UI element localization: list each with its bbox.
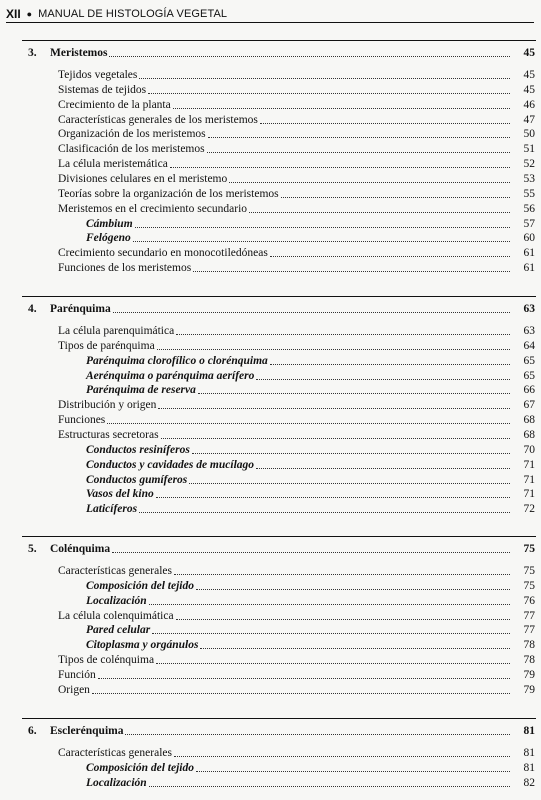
- chapter-title: Parénquima: [50, 303, 111, 315]
- dot-leader: [189, 483, 510, 484]
- entry-page: 77: [523, 609, 535, 622]
- toc-subentry[interactable]: [0, 638, 541, 652]
- entry-page: 61: [523, 262, 535, 275]
- toc-entry[interactable]: [0, 83, 541, 97]
- toc-entry[interactable]: [0, 668, 541, 682]
- dot-leader: [149, 786, 510, 787]
- dot-leader: [192, 453, 510, 454]
- entry-label: La célula meristemática: [58, 158, 168, 171]
- dot-leader: [152, 633, 510, 634]
- entry-label: Características generales de los meristemos: [58, 113, 258, 126]
- entry-page: 64: [523, 339, 535, 352]
- toc-entry[interactable]: [0, 261, 541, 275]
- toc-entry[interactable]: [0, 609, 541, 623]
- toc-subentry[interactable]: [0, 443, 541, 457]
- entry-page: 71: [523, 473, 535, 486]
- entry-label: Crecimiento de la planta: [58, 98, 171, 111]
- chapter-heading[interactable]: [0, 302, 541, 316]
- dot-leader: [270, 364, 510, 365]
- toc-entry[interactable]: [0, 746, 541, 760]
- entry-page: 55: [523, 187, 535, 200]
- dot-leader: [176, 619, 510, 620]
- toc-subentry[interactable]: [0, 579, 541, 593]
- entry-label: Sistemas de tejidos: [58, 83, 147, 96]
- dot-leader: [174, 756, 510, 757]
- toc-subentry[interactable]: [0, 487, 541, 501]
- entry-page: 57: [523, 217, 535, 230]
- toc-entry[interactable]: [0, 653, 541, 667]
- dot-leader: [229, 182, 510, 183]
- dot-leader: [133, 241, 510, 242]
- dot-leader: [270, 256, 510, 257]
- entry-label: Cámbium: [86, 217, 133, 230]
- dot-leader: [249, 212, 510, 213]
- entry-page: 72: [523, 503, 535, 516]
- toc-entry[interactable]: [0, 428, 541, 442]
- entry-label: Divisiones celulares en el meristemo: [58, 172, 228, 185]
- entry-label: Clasificación de los meristemos: [58, 143, 205, 156]
- entry-page: 81: [523, 761, 535, 774]
- chapter-heading[interactable]: [0, 542, 541, 556]
- chapter-label: [0, 724, 123, 738]
- dot-leader: [157, 349, 510, 350]
- toc-subentry[interactable]: [0, 383, 541, 397]
- toc-entry[interactable]: [0, 324, 541, 338]
- entry-page: 75: [523, 579, 535, 592]
- entry-label: Felógeno: [86, 232, 131, 245]
- dot-leader: [208, 137, 510, 138]
- chapter-rule: [22, 718, 536, 719]
- entry-label: Aerénquima o parénquima aerífero: [86, 369, 255, 382]
- entry-page: 76: [523, 594, 535, 607]
- toc-entry[interactable]: [0, 202, 541, 216]
- entry-label: Composición del tejido: [86, 579, 194, 592]
- toc-entry[interactable]: [0, 564, 541, 578]
- entry-label: Tipos de parénquima: [58, 339, 155, 352]
- entry-label: Conductos resiníferos: [86, 443, 190, 456]
- toc-entry[interactable]: [0, 339, 541, 353]
- dot-leader: [158, 408, 510, 409]
- chapter-heading[interactable]: [0, 46, 541, 60]
- toc-subentry[interactable]: [0, 231, 541, 245]
- dot-leader: [196, 771, 510, 772]
- entry-page: 61: [523, 247, 535, 260]
- running-header: [6, 6, 534, 23]
- dot-leader: [260, 123, 510, 124]
- entry-label: Tejidos vegetales: [58, 69, 138, 81]
- entry-label: Meristemos en el crecimiento secundario: [58, 202, 248, 215]
- header-bullet: ●: [26, 9, 33, 19]
- toc-subentry[interactable]: [0, 776, 541, 790]
- entry-page: 56: [523, 202, 535, 215]
- entry-label: Estructuras secretoras: [58, 428, 159, 441]
- entry-label: La célula colenquimática: [58, 609, 174, 622]
- dot-leader: [135, 227, 510, 228]
- chapter-label: [0, 542, 110, 556]
- dot-leader: [156, 497, 510, 498]
- dot-leader: [174, 574, 510, 575]
- dot-leader: [200, 648, 510, 649]
- toc-subentry[interactable]: [0, 502, 541, 516]
- dot-leader: [198, 393, 510, 394]
- toc-entry[interactable]: [0, 157, 541, 171]
- chapter-title: Meristemos: [50, 47, 108, 59]
- toc-entry[interactable]: [0, 127, 541, 141]
- entry-page: 71: [523, 488, 535, 501]
- dot-leader: [176, 334, 510, 335]
- dot-leader: [113, 312, 510, 313]
- entry-label: Distribución y origen: [58, 399, 157, 412]
- entry-label: Teorías sobre la organización de los meristemos: [58, 187, 279, 200]
- entry-label: Laticíferos: [86, 503, 138, 516]
- chapter-page: 63: [523, 303, 535, 315]
- header-page-number: XII: [6, 7, 21, 21]
- entry-page: 75: [523, 565, 535, 577]
- entry-label: Origen: [58, 683, 90, 696]
- toc-entry[interactable]: [0, 142, 541, 156]
- toc-subentry[interactable]: [0, 594, 541, 608]
- chapter-rule: [22, 40, 536, 41]
- entry-page: 65: [523, 369, 535, 382]
- entry-page: 45: [523, 83, 535, 96]
- entry-label: Organización de los meristemos: [58, 128, 206, 141]
- entry-page: 50: [523, 128, 535, 141]
- entry-label: Parénquima de reserva: [86, 384, 196, 397]
- toc-subentry[interactable]: [0, 623, 541, 637]
- entry-page: 52: [523, 158, 535, 171]
- entry-label: Conductos gumíferos: [86, 473, 188, 486]
- chapter-number: 3.: [28, 47, 37, 59]
- toc-entry[interactable]: [0, 172, 541, 186]
- chapter-title: Esclerénquima: [50, 725, 124, 737]
- entry-page: 82: [523, 776, 535, 789]
- dot-leader: [149, 604, 510, 605]
- chapter-label: [0, 302, 111, 316]
- dot-leader: [156, 663, 510, 664]
- toc-subentry[interactable]: [0, 354, 541, 368]
- entry-page: 53: [523, 172, 535, 185]
- toc-subentry[interactable]: [0, 473, 541, 487]
- toc-subentry[interactable]: [0, 761, 541, 775]
- chapter-rule: [22, 296, 536, 297]
- entry-label: Crecimiento secundario en monocotiledóneas: [58, 247, 268, 260]
- entry-label: Citoplasma y orgánulos: [86, 639, 199, 652]
- entry-label: Composición del tejido: [86, 761, 194, 774]
- entry-page: 79: [523, 668, 535, 681]
- toc-subentry[interactable]: [0, 217, 541, 231]
- dot-leader: [256, 468, 510, 469]
- dot-leader: [92, 693, 510, 694]
- toc-entry[interactable]: [0, 187, 541, 201]
- entry-label: Función: [58, 668, 96, 681]
- entry-label: Tipos de colénquima: [58, 654, 155, 667]
- chapter-rule: [22, 536, 536, 537]
- chapter-page: 81: [523, 725, 535, 737]
- dot-leader: [125, 734, 510, 735]
- entry-label: Localización: [86, 594, 147, 607]
- dot-leader: [256, 379, 510, 380]
- dot-leader: [196, 589, 510, 590]
- entry-page: 68: [523, 428, 535, 441]
- entry-page: 70: [523, 443, 535, 456]
- entry-label: Características generales: [58, 565, 172, 577]
- entry-label: Pared celular: [86, 624, 151, 637]
- dot-leader: [170, 167, 510, 168]
- entry-page: 78: [523, 654, 535, 667]
- entry-page: 66: [523, 384, 535, 397]
- entry-page: 63: [523, 325, 535, 337]
- entry-page: 46: [523, 98, 535, 111]
- dot-leader: [281, 197, 510, 198]
- toc-entry[interactable]: [0, 413, 541, 427]
- toc-entry[interactable]: [0, 398, 541, 412]
- dot-leader: [107, 423, 510, 424]
- entry-page: 47: [523, 113, 535, 126]
- entry-label: Características generales: [58, 747, 172, 759]
- dot-leader: [109, 56, 510, 57]
- chapter-page: 75: [523, 543, 535, 555]
- chapter-page: 45: [523, 47, 535, 59]
- dot-leader: [112, 552, 510, 553]
- dot-leader: [139, 78, 510, 79]
- dot-leader: [148, 93, 510, 94]
- chapter-heading[interactable]: [0, 724, 541, 738]
- dot-leader: [193, 271, 510, 272]
- dot-leader: [161, 438, 510, 439]
- toc-subentry[interactable]: [0, 458, 541, 472]
- chapter-number: 5.: [28, 543, 37, 555]
- entry-label: Funciones: [58, 414, 106, 427]
- entry-label: Conductos y cavidades de mucílago: [86, 458, 255, 471]
- dot-leader: [98, 678, 510, 679]
- entry-label: Localización: [86, 776, 147, 789]
- entry-label: Parénquima clorofílico o clorénquima: [86, 354, 268, 367]
- entry-page: 45: [523, 69, 535, 81]
- entry-page: 71: [523, 458, 535, 471]
- entry-page: 78: [523, 639, 535, 652]
- entry-page: 77: [523, 624, 535, 637]
- entry-label: La célula parenquimática: [58, 325, 175, 337]
- dot-leader: [139, 512, 510, 513]
- entry-page: 65: [523, 354, 535, 367]
- toc-subentry[interactable]: [0, 369, 541, 383]
- entry-label: Vasos del kino: [86, 488, 154, 501]
- toc-entry[interactable]: [0, 683, 541, 697]
- toc-entry[interactable]: [0, 246, 541, 260]
- chapter-number: 6.: [28, 725, 37, 737]
- entry-page: 51: [523, 143, 535, 156]
- entry-page: 81: [523, 747, 535, 759]
- entry-page: 60: [523, 232, 535, 245]
- dot-leader: [207, 152, 510, 153]
- chapter-number: 4.: [28, 303, 37, 315]
- toc-entry[interactable]: [0, 113, 541, 127]
- chapter-label: [0, 46, 107, 60]
- toc-entry[interactable]: [0, 68, 541, 82]
- toc-entry[interactable]: [0, 98, 541, 112]
- chapter-title: Colénquima: [50, 543, 111, 555]
- header-book-title: MANUAL DE HISTOLOGÍA VEGETAL: [38, 8, 228, 20]
- entry-page: 79: [523, 683, 535, 696]
- entry-page: 68: [523, 414, 535, 427]
- entry-page: 67: [523, 399, 535, 412]
- entry-label: Funciones de los meristemos: [58, 262, 192, 275]
- dot-leader: [173, 108, 510, 109]
